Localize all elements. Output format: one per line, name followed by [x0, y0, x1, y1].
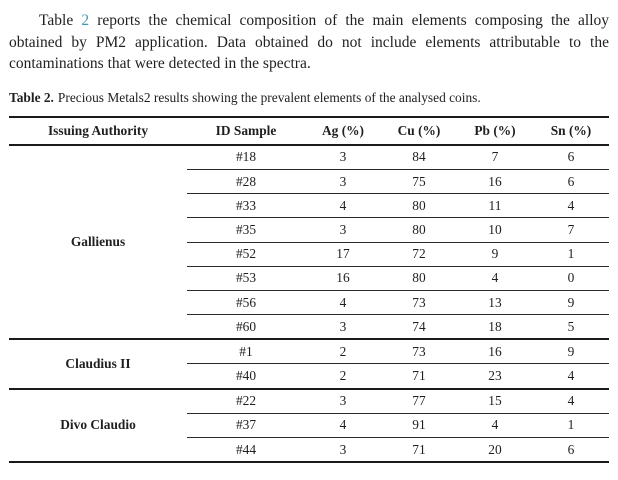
ag-value-cell: 17	[305, 242, 381, 266]
sample-id-cell: #52	[187, 242, 305, 266]
cu-value-cell: 80	[381, 218, 457, 242]
pb-value-cell: 23	[457, 364, 533, 389]
sn-value-cell: 1	[533, 413, 609, 437]
ag-value-cell: 16	[305, 266, 381, 290]
issuing-authority-cell: Gallienus	[9, 145, 187, 340]
issuing-authority-cell: Claudius II	[9, 339, 187, 388]
header-id-sample: ID Sample	[187, 117, 305, 145]
sample-id-cell: #60	[187, 315, 305, 340]
cu-value-cell: 72	[381, 242, 457, 266]
sample-id-cell: #1	[187, 339, 305, 364]
table-body	[9, 145, 609, 462]
sn-value-cell: 1	[533, 242, 609, 266]
header-issuing-authority: Issuing Authority	[9, 117, 187, 145]
ag-value-cell: 2	[305, 339, 381, 364]
table-caption-label: Table 2.	[9, 89, 54, 105]
cu-value-cell: 73	[381, 290, 457, 314]
composition-table	[9, 116, 609, 463]
sample-id-cell: #56	[187, 290, 305, 314]
sn-value-cell: 5	[533, 315, 609, 340]
sn-value-cell: 6	[533, 438, 609, 463]
sn-value-cell: 9	[533, 339, 609, 364]
cu-value-cell: 84	[381, 145, 457, 170]
pb-value-cell: 16	[457, 339, 533, 364]
sample-id-cell: #18	[187, 145, 305, 170]
pb-value-cell: 11	[457, 194, 533, 218]
header-pb: Pb (%)	[457, 117, 533, 145]
paragraph-rest: reports the chemical composition of the main elements composing the alloy obtained by PM2 application. Data obtained do not include elements attributable to the contaminations that were detected in the spectra.	[9, 12, 610, 73]
pb-value-cell: 18	[457, 315, 533, 340]
header-sn: Sn (%)	[533, 117, 609, 145]
ag-value-cell: 3	[305, 389, 381, 414]
cu-value-cell: 71	[381, 438, 457, 463]
header-ag: Ag (%)	[305, 117, 381, 145]
sn-value-cell: 7	[533, 218, 609, 242]
cu-value-cell: 80	[381, 266, 457, 290]
sn-value-cell: 6	[533, 169, 609, 193]
pb-value-cell: 7	[457, 145, 533, 170]
sn-value-cell: 4	[533, 194, 609, 218]
cu-value-cell: 73	[381, 339, 457, 364]
ag-value-cell: 3	[305, 218, 381, 242]
pb-value-cell: 4	[457, 266, 533, 290]
ag-value-cell: 2	[305, 364, 381, 389]
sample-id-cell: #44	[187, 438, 305, 463]
sn-value-cell: 0	[533, 266, 609, 290]
sample-id-cell: #40	[187, 364, 305, 389]
table-header-row	[9, 117, 609, 145]
pb-value-cell: 15	[457, 389, 533, 414]
ag-value-cell: 3	[305, 145, 381, 170]
pb-value-cell: 10	[457, 218, 533, 242]
table-caption	[9, 89, 609, 106]
pb-value-cell: 9	[457, 242, 533, 266]
cu-value-cell: 80	[381, 194, 457, 218]
table-row	[9, 145, 609, 170]
sample-id-cell: #22	[187, 389, 305, 414]
body-paragraph	[9, 10, 609, 75]
table-caption-text: Precious Metals2 results showing the prevalent elements of the analysed coins.	[57, 89, 481, 105]
sn-value-cell: 9	[533, 290, 609, 314]
cu-value-cell: 77	[381, 389, 457, 414]
sample-id-cell: #35	[187, 218, 305, 242]
sample-id-cell: #53	[187, 266, 305, 290]
sn-value-cell: 4	[533, 389, 609, 414]
pb-value-cell: 16	[457, 169, 533, 193]
sample-id-cell: #28	[187, 169, 305, 193]
sn-value-cell: 4	[533, 364, 609, 389]
pb-value-cell: 20	[457, 438, 533, 463]
table-row	[9, 339, 609, 364]
cu-value-cell: 71	[381, 364, 457, 389]
table-row	[9, 389, 609, 414]
header-cu: Cu (%)	[381, 117, 457, 145]
pb-value-cell: 13	[457, 290, 533, 314]
pb-value-cell: 4	[457, 413, 533, 437]
sn-value-cell: 6	[533, 145, 609, 170]
sample-id-cell: #33	[187, 194, 305, 218]
cu-value-cell: 75	[381, 169, 457, 193]
sample-id-cell: #37	[187, 413, 305, 437]
ag-value-cell: 3	[305, 438, 381, 463]
ag-value-cell: 3	[305, 169, 381, 193]
ag-value-cell: 4	[305, 290, 381, 314]
issuing-authority-cell: Divo Claudio	[9, 389, 187, 463]
cu-value-cell: 91	[381, 413, 457, 437]
table-reference-link[interactable]: 2	[81, 12, 90, 29]
ag-value-cell: 4	[305, 413, 381, 437]
ag-value-cell: 4	[305, 194, 381, 218]
paragraph-lead: Table	[39, 12, 74, 29]
ag-value-cell: 3	[305, 315, 381, 340]
cu-value-cell: 74	[381, 315, 457, 340]
